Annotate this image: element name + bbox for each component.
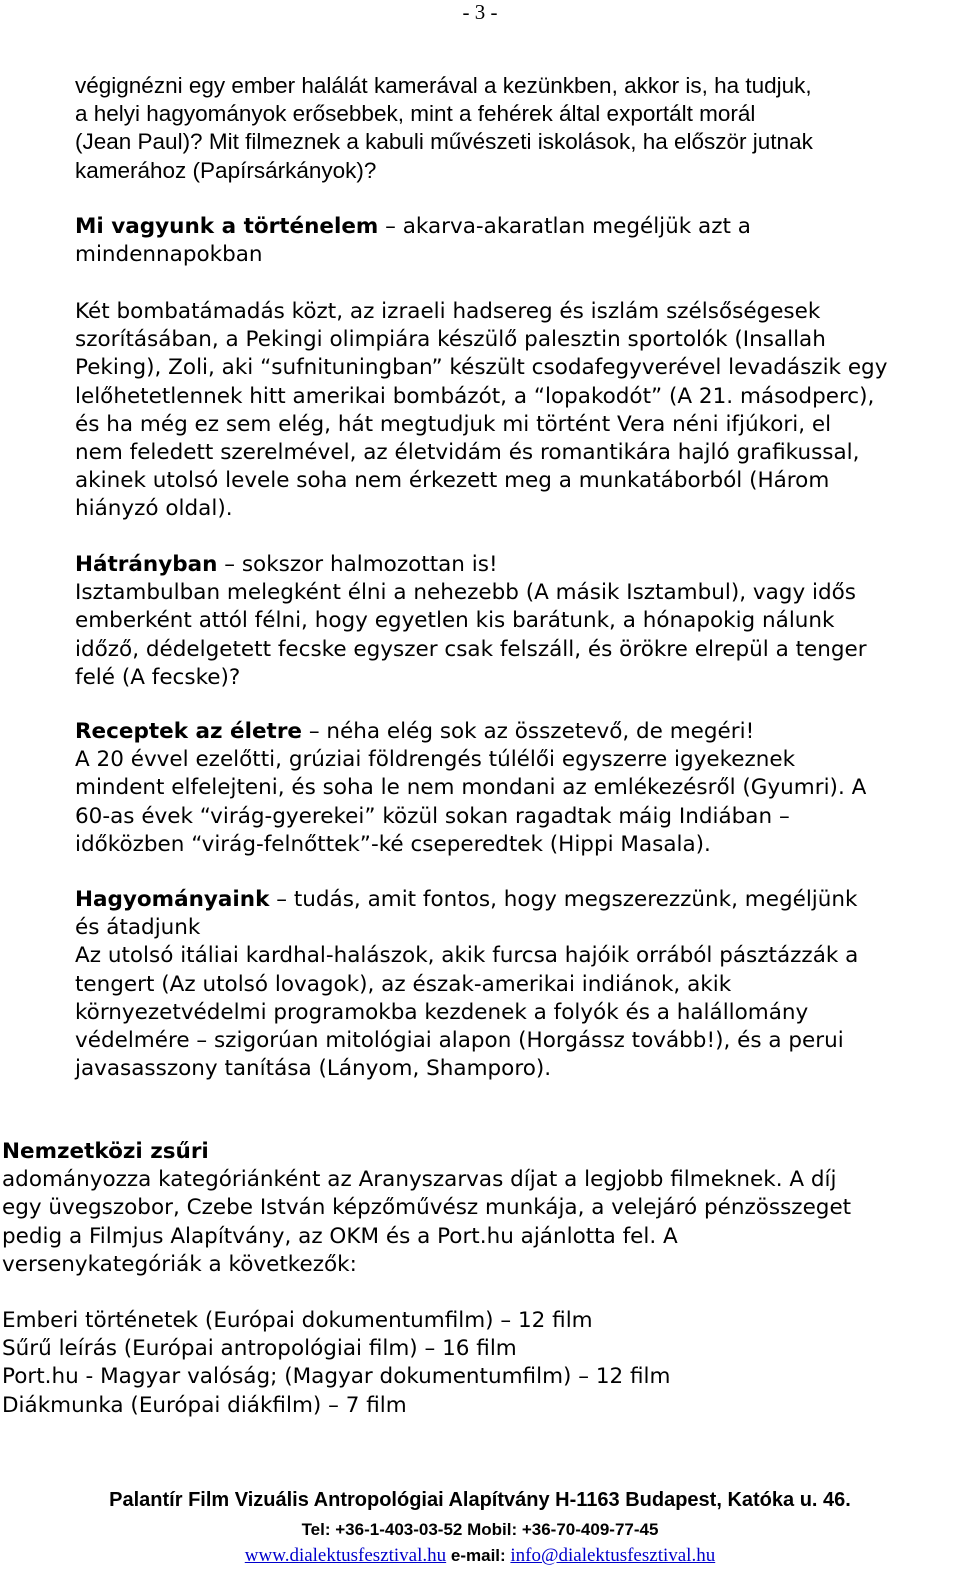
text-line: A 20 évvel ezelőtti, grúziai földrengés túlélői egyszerre igyekeznek [75,747,796,773]
section-heading [75,551,867,579]
footer-contact [0,1544,960,1568]
text-line: végignézni egy ember halálát kamerával a kezünkben, akkor is, ha tudjuk, [75,73,812,98]
heading-rest: – akarva-akaratlan megéljük azt a [378,214,751,239]
text-line: lelőhetetlennek hitt amerikai bombázót, a “lopakodót” (A 21. másodperc), [75,383,875,409]
text-line: időző, dédelgetett fecske egyszer csak felszáll, és örökre elrepül a tenger [75,636,867,662]
jury-heading: Nemzetközi zsűri [2,1139,209,1164]
page-number: - 3 - [462,0,498,24]
text-line: védelmére – szigorúan mitológiai alapon (Horgássz tovább!), és a perui [75,1027,844,1053]
category-item: Port.hu - Magyar valóság; (Magyar dokumentumfilm) – 12 film [2,1364,671,1390]
category-list [2,1307,670,1420]
heading-bold: Hagyományaink [75,887,270,912]
text-line: Az utolsó itáliai kardhal-halászok, akik furcsa hajóik orrából pásztázzák a [75,943,859,969]
text-line: (Jean Paul)? Mit filmeznek a kabuli művészeti iskolások, ha először jutnak [75,129,813,155]
website-link[interactable]: www.dialektusfesztival.hu [244,1545,447,1566]
text-line: pedig a Filmjus Alapítvány, az OKM és a Port.hu ajánlotta fel. A [2,1223,678,1249]
section-heading [75,886,858,914]
text-line: a helyi hagyományok erősebbek, mint a fehérek által exportált morál [75,101,756,127]
text-line: akinek utolsó levele soha nem érkezett meg a munkatáborból (Három [75,468,830,494]
text-line: tengert (Az utolsó lovagok), az észak-amerikai indiánok, akik [75,971,732,997]
heading-rest: – sokszor halmozottan is! [217,552,498,577]
heading-bold: Hátrányban [75,552,218,577]
intro-paragraph [75,72,813,185]
heading-bold: Receptek az életre [75,719,302,744]
text-line: hiányzó oldal). [75,496,233,522]
section-recipes [75,718,866,859]
text-line: mindent elfelejteni, és soha le nem mondani az emlékezésről (Gyumri). A [75,775,867,801]
email-link[interactable]: info@dialektusfesztival.hu [510,1545,716,1566]
footer-phones: Tel: +36-1-403-03-52 Mobil: +36-70-409-77-45 [301,1520,659,1539]
text-line: környezetvédelmi programokba kezdenek a folyók és a halállomány [75,999,809,1025]
text-line: adományozza kategóriánként az Aranyszarvas díjat a legjobb filmeknek. A díj [2,1167,837,1193]
section-disadvantage [75,551,867,692]
text-line: Két bombatámadás közt, az izraeli hadsereg és iszlám szélsőségesek [75,299,821,324]
section-traditions [75,886,858,1083]
heading-rest: – tudás, amit fontos, hogy megszerezzünk, megéljünk [269,887,858,912]
section-history [75,213,751,269]
category-item: Diákmunka (Európai diákfilm) – 7 film [2,1392,407,1418]
text-line: időközben “virág-felnőttek”-ké cseperedtek (Hippi Masala). [75,831,711,857]
text-line: és ha még ez sem elég, hát megtudjuk mi történt Vera néni ifjúkori, el [75,411,832,437]
footer-org: Palantír Film Vizuális Antropológiai Alapítvány H-1163 Budapest, Katóka u. 46. [109,1489,851,1511]
text-line: szorításában, a Pekingi olimpiára készülő palesztin sportolók (Insallah [75,327,826,353]
jury-section [2,1138,851,1279]
text-line: javasasszony tanítása (Lányom, Shamporo). [75,1056,552,1082]
text-line: kamerához (Papírsárkányok)? [75,157,377,183]
section-history-body [75,298,887,524]
category-item: Emberi történetek (Európai dokumentumfilm) – 12 film [2,1308,593,1333]
section-heading [75,718,866,746]
heading-line2: mindennapokban [75,242,263,268]
text-line: egy üvegszobor, Czebe István képzőművész munkája, a velejáró pénzösszeget [2,1195,852,1221]
text-line: nem feledett szerelmével, az életvidám és romantikára hajló grafikussal, [75,439,860,465]
category-item: Sűrű leírás (Európai antropológiai film) – 16 film [2,1336,517,1362]
heading-bold: Mi vagyunk a történelem [75,214,379,239]
text-line: Peking), Zoli, aki “sufnituningban” készült csodafegyverével levadászik egy [75,355,888,381]
heading-rest: – néha elég sok az összetevő, de megéri! [302,719,755,744]
text-line: emberként attól félni, hogy egyetlen kis barátunk, a hónapokig nálunk [75,608,835,634]
section-heading [75,213,751,241]
heading-line2: és átadjunk [75,915,201,941]
text-line: versenykategóriák a következők: [2,1251,357,1277]
email-label: e-mail: [446,1546,511,1565]
text-line: felé (A fecske)? [75,664,241,690]
text-line: Isztambulban melegként élni a nehezebb (A másik Isztambul), vagy idős [75,580,856,606]
text-line: 60-as évek “virág-gyerekei” közül sokan ragadtak máig Indiában – [75,803,790,829]
